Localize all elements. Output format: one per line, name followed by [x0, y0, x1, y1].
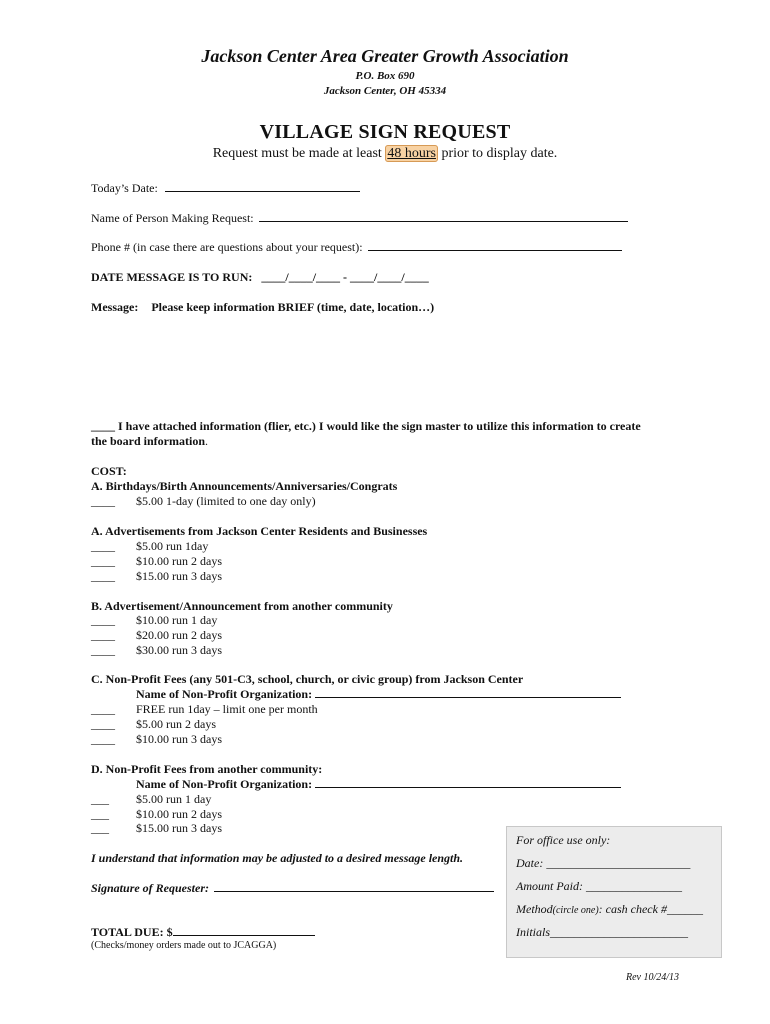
section-c-item: $10.00 run 3 days	[136, 732, 222, 746]
section-b-item-blank[interactable]: ____	[91, 628, 115, 642]
signature-line[interactable]	[214, 881, 494, 892]
todays-date-line[interactable]	[165, 181, 360, 192]
section-d-item: $10.00 run 2 days	[136, 807, 222, 821]
date-run-label: DATE MESSAGE IS TO RUN:	[91, 270, 253, 284]
phone-line[interactable]	[368, 240, 622, 251]
section-d-item-blank[interactable]: ___	[91, 821, 109, 835]
signature-label: Signature of Requester:	[91, 881, 210, 895]
section-c-item-blank[interactable]: ____	[91, 732, 115, 746]
section-a2-item-blank[interactable]: ____	[91, 554, 115, 568]
understand-statement: I understand that information may be adjusted to a desired message length.	[91, 851, 464, 865]
section-b-heading: B. Advertisement/Announcement from another community	[91, 599, 393, 613]
section-a2-item: $15.00 run 3 days	[136, 569, 222, 583]
total-due-label: TOTAL DUE: $	[91, 925, 173, 939]
message-label: Message:	[91, 300, 139, 314]
po-box: P.O. Box 690	[355, 70, 415, 82]
todays-date-field	[91, 181, 360, 196]
section-a2-heading: A. Advertisements from Jackson Center Residents and Businesses	[91, 524, 428, 538]
section-a2-item-blank[interactable]: ____	[91, 539, 115, 553]
office-method[interactable]	[516, 902, 703, 917]
office-date[interactable]: Date: ________________________	[516, 856, 691, 870]
section-c-org-line[interactable]	[315, 687, 621, 698]
phone-field	[91, 240, 622, 255]
total-due-line[interactable]	[173, 925, 315, 936]
message-field	[91, 300, 434, 315]
name-field	[91, 211, 628, 226]
todays-date-label: Today’s Date:	[91, 181, 158, 195]
date-run-blanks[interactable]: ____/____/____ - ____/____/____	[261, 270, 429, 284]
office-use-box	[506, 826, 722, 958]
name-label: Name of Person Making Request:	[91, 211, 254, 225]
office-method-label: Method	[516, 902, 553, 916]
phone-label: Phone # (in case there are questions about your request):	[91, 240, 363, 254]
section-a1-item-blank[interactable]: ____	[91, 494, 115, 508]
revision-date: Rev 10/24/13	[626, 972, 680, 983]
attach-text-2: the board information	[91, 434, 205, 448]
section-b-item: $30.00 run 3 days	[136, 643, 222, 657]
date-run-field	[91, 270, 429, 285]
office-heading: For office use only:	[516, 833, 611, 847]
section-d-item-blank[interactable]: ___	[91, 807, 109, 821]
section-c-item: FREE run 1day – limit one per month	[136, 702, 318, 716]
section-b-item: $10.00 run 1 day	[136, 613, 218, 627]
attach-line-2	[91, 434, 208, 449]
office-method-note: (circle one)	[552, 905, 599, 916]
checks-note: (Checks/money orders made out to JCAGGA)	[91, 940, 277, 951]
section-d-org-label: Name of Non-Profit Organization:	[136, 777, 313, 791]
office-method-options: : cash check #______	[598, 902, 703, 916]
section-c-item: $5.00 run 2 days	[136, 717, 216, 731]
office-amount-paid[interactable]: Amount Paid: ________________	[516, 879, 682, 893]
section-b-item-blank[interactable]: ____	[91, 643, 115, 657]
section-d-org-field	[136, 777, 621, 792]
section-a2-item: $10.00 run 2 days	[136, 554, 222, 568]
subtitle-before: Request must be made at least	[212, 146, 386, 161]
section-d-item: $15.00 run 3 days	[136, 821, 222, 835]
section-a2-item: $5.00 run 1day	[136, 539, 209, 553]
section-b-item-blank[interactable]: ____	[91, 613, 115, 627]
cost-label: COST:	[91, 464, 127, 478]
attach-checkbox-blank[interactable]: ____	[91, 419, 115, 433]
page-title: VILLAGE SIGN REQUEST	[259, 121, 511, 143]
section-c-item-blank[interactable]: ____	[91, 702, 115, 716]
organization-name: Jackson Center Area Greater Growth Association	[201, 46, 569, 66]
total-due-field	[91, 925, 315, 940]
section-d-heading: D. Non-Profit Fees from another community:	[91, 762, 323, 776]
attach-text-1: I have attached information (flier, etc.) I would like the sign master to utilize this information to create	[118, 419, 641, 433]
section-a1-item: $5.00 1-day (limited to one day only)	[136, 494, 316, 508]
name-line[interactable]	[259, 211, 628, 222]
subtitle-after: prior to display date.	[437, 146, 558, 161]
section-a1-heading: A. Birthdays/Birth Announcements/Anniversaries/Congrats	[91, 479, 398, 493]
section-a2-item-blank[interactable]: ____	[91, 569, 115, 583]
subtitle	[0, 146, 770, 162]
city-state-zip: Jackson Center, OH 45334	[323, 85, 447, 97]
section-d-item-blank[interactable]: ___	[91, 792, 109, 806]
section-c-heading: C. Non-Profit Fees (any 501-C3, school, church, or civic group) from Jackson Center	[91, 672, 524, 686]
signature-field	[91, 881, 494, 896]
section-c-item-blank[interactable]: ____	[91, 717, 115, 731]
highlight-48-hours: 48 hours	[387, 146, 436, 161]
office-initials[interactable]: Initials_______________________	[516, 925, 689, 939]
section-d-item: $5.00 run 1 day	[136, 792, 212, 806]
message-hint: Please keep information BRIEF (time, date, location…)	[151, 300, 435, 314]
section-c-org-label: Name of Non-Profit Organization:	[136, 687, 313, 701]
section-c-org-field	[136, 687, 621, 702]
section-d-org-line[interactable]	[315, 777, 621, 788]
section-b-item: $20.00 run 2 days	[136, 628, 222, 642]
attach-line-1	[91, 419, 641, 434]
attach-period: .	[205, 434, 208, 448]
